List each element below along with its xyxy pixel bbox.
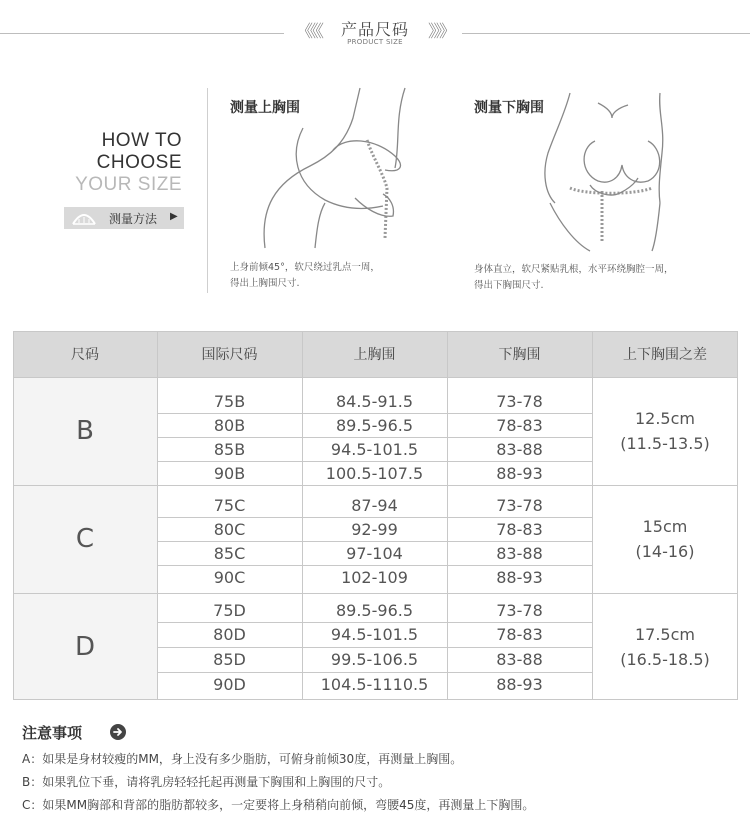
grid-line — [13, 699, 738, 700]
table-row-75c-intl: 75C — [213, 495, 246, 515]
grid-line — [157, 647, 592, 648]
how-to-line-2: CHOOSE — [96, 152, 182, 173]
table-row-90d-under: 88-93 — [496, 675, 543, 694]
table-row-90c-intl: 90C — [213, 567, 246, 587]
cup-cell-d: D — [74, 631, 96, 662]
section-title: 产品尺码 — [340, 20, 409, 39]
chevrons-right-icon: 》》》 — [428, 22, 453, 42]
table-row-75d-intl: 75D — [213, 600, 246, 620]
diff-cell-d — [592, 593, 738, 700]
grid-line — [157, 437, 592, 438]
note-item-b: B：如果乳位下垂，请将乳房轻轻托起再测量下胸围和上胸围的尺寸。 — [22, 775, 391, 789]
vertical-divider — [207, 88, 208, 293]
table-row-75d-upper: 89.5-96.5 — [335, 600, 414, 620]
grid-line — [157, 622, 592, 623]
measure-upper-title: 测量上胸围 — [230, 100, 300, 116]
measure-upper-desc-line-2: 得出上胸围尺寸. — [230, 278, 300, 289]
table-row-75b-intl: 75B — [213, 391, 246, 411]
table-row-85b-upper: 94.5-101.5 — [330, 439, 419, 459]
note-item-a: A：如果是身材较瘦的MM，身上没有多少脂肪，可俯身前倾30度，再测量上胸围。 — [22, 752, 463, 766]
table-row-80b-intl: 80B — [213, 415, 246, 435]
table-row-90d-upper: 104.5-1110.5 — [320, 675, 429, 694]
table-row-85b-intl: 85B — [213, 439, 246, 459]
grid-line — [592, 331, 593, 700]
table-row-80c-under: 78-83 — [496, 519, 543, 539]
table-row-90c-under: 88-93 — [496, 567, 543, 587]
table-row-80b-upper: 89.5-96.5 — [335, 415, 414, 435]
col-header-upper-bust: 上胸围 — [353, 347, 396, 363]
grid-line — [13, 331, 14, 700]
col-header-intl-size: 国际尺码 — [201, 347, 258, 363]
table-row-85b-under: 83-88 — [496, 439, 543, 459]
col-header-under-bust: 下胸围 — [498, 347, 541, 363]
measure-method-tag — [64, 207, 184, 229]
col-header-size: 尺码 — [71, 347, 99, 363]
table-row-85c-under: 83-88 — [496, 543, 543, 563]
chevrons-left-icon: 《《《 — [296, 22, 321, 42]
table-row-90b-upper: 100.5-107.5 — [325, 463, 424, 483]
notes-title: 注意事项 — [22, 724, 83, 742]
diff-d-value: 17.5cm — [634, 624, 695, 644]
measure-upper-desc-line-1: 上身前倾45°，软尺绕过乳点一周， — [230, 262, 380, 273]
diff-b-value: 12.5cm — [634, 409, 695, 428]
grid-line — [157, 541, 592, 542]
measure-lower-desc-line-2: 得出下胸围尺寸. — [474, 280, 544, 291]
diff-cell-b — [592, 377, 738, 485]
measure-upper-desc — [230, 260, 380, 292]
arrow-right-circle-icon — [110, 724, 126, 740]
col-header-difference: 上下胸围之差 — [623, 347, 707, 363]
tape-measure-icon — [71, 210, 97, 226]
size-table — [13, 331, 738, 700]
diff-cell-c — [592, 485, 738, 593]
table-row-85c-upper: 97-104 — [346, 543, 403, 563]
under-bust-illustration — [540, 93, 680, 253]
diff-b-range: (11.5-13.5) — [620, 434, 710, 453]
table-row-90d-intl: 90D — [213, 675, 246, 694]
header-divider-right — [462, 33, 750, 34]
grid-line — [157, 331, 158, 700]
table-row-80d-upper: 94.5-101.5 — [330, 625, 419, 644]
upper-bust-illustration — [255, 88, 415, 253]
grid-line — [13, 485, 738, 486]
section-subtitle: PRODUCT SIZE — [347, 38, 403, 46]
table-row-75c-under: 73-78 — [496, 495, 543, 515]
grid-line — [157, 672, 592, 673]
table-row-75b-under: 73-78 — [496, 391, 543, 411]
table-row-85d-upper: 99.5-106.5 — [330, 650, 419, 669]
table-row-80d-intl: 80D — [213, 625, 246, 644]
table-row-90b-intl: 90B — [213, 463, 246, 483]
grid-line — [157, 517, 592, 518]
cup-cell-c: C — [75, 524, 95, 554]
table-row-75b-upper: 84.5-91.5 — [335, 391, 414, 411]
table-row-85c-intl: 85C — [213, 543, 246, 563]
grid-line — [737, 331, 738, 700]
table-row-80c-intl: 80C — [213, 519, 246, 539]
measure-method-label: 测量方法 — [109, 212, 158, 226]
table-row-80c-upper: 92-99 — [351, 519, 398, 539]
table-row-90c-upper: 102-109 — [341, 567, 408, 587]
cup-cell-b: B — [76, 416, 94, 446]
measure-lower-desc-line-1: 身体直立，软尺紧贴乳根，水平环绕胸腔一周， — [474, 264, 674, 275]
diff-d-range: (16.5-18.5) — [620, 649, 710, 669]
table-row-75c-upper: 87-94 — [351, 495, 398, 515]
table-row-85d-under: 83-88 — [496, 650, 543, 669]
header-divider-left — [0, 33, 284, 34]
how-to-line-1: HOW TO — [101, 130, 182, 151]
grid-line — [13, 377, 738, 378]
table-row-90b-under: 88-93 — [496, 463, 543, 483]
grid-line — [157, 565, 592, 566]
table-row-80d-under: 78-83 — [496, 625, 543, 644]
table-row-85d-intl: 85D — [213, 650, 246, 669]
note-item-c: C：如果MM胸部和背部的脂肪都较多，一定要将上身稍稍向前倾，弯腰45度，再测量上下胸围。 — [22, 798, 535, 812]
grid-line — [302, 331, 303, 700]
how-to-line-3: YOUR SIZE — [75, 174, 182, 195]
diff-c-range: (14-16) — [635, 542, 695, 561]
diff-c-value: 15cm — [642, 517, 688, 536]
grid-line — [447, 331, 448, 700]
table-row-80b-under: 78-83 — [496, 415, 543, 435]
measure-lower-title: 测量下胸围 — [474, 100, 544, 116]
grid-line — [13, 331, 738, 332]
grid-line — [157, 461, 592, 462]
play-arrow-icon: ▶ — [170, 211, 178, 222]
measure-lower-desc — [474, 262, 674, 294]
table-row-75d-under: 73-78 — [496, 600, 543, 620]
grid-line — [13, 593, 738, 594]
grid-line — [157, 413, 592, 414]
